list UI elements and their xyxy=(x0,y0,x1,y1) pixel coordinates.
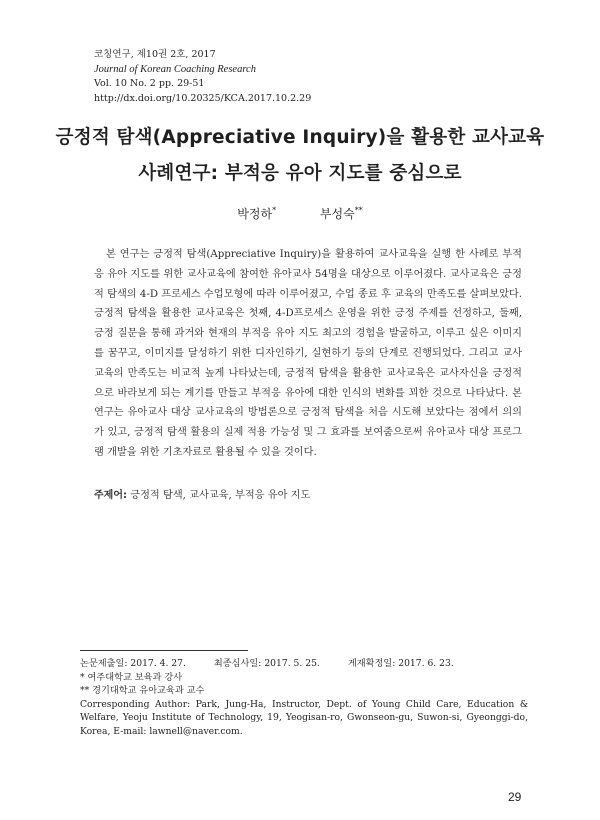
page-number: 29 xyxy=(508,790,522,804)
corresponding-author: Corresponding Author: Park, Jung-Ha, Instructor, Dept. of Young Child Care, Education & Welfare, Yeoju Institute of Technology, 19, Yeogisan-ro, Gwonseon-gu, Suwon-si, Gyeonggi-do, Korea, E-mail: lawnell@naver.com. xyxy=(80,698,528,737)
paper-title xyxy=(0,120,600,192)
volume-info: Vol. 10 No. 2 pp. 29-51 xyxy=(94,78,205,89)
submission-dates xyxy=(80,657,528,671)
footnote-divider xyxy=(80,650,248,651)
title-line-2: 사례연구: 부적응 유아 지도를 중심으로 xyxy=(138,163,462,184)
doi-link[interactable]: http://dx.doi.org/10.20325/KCA.2017.10.2.29 xyxy=(94,92,312,104)
journal-name-en: Journal of Korean Coaching Research xyxy=(94,63,256,75)
title-line-1: 긍정적 탐색(Appreciative Inquiry)을 활용한 교사교육 xyxy=(55,127,545,148)
author-name: 박정하 xyxy=(237,207,273,221)
author-list xyxy=(0,205,600,222)
submitted-date: 논문제출일: 2017. 4. 27. xyxy=(80,658,186,669)
abstract: 본 연구는 긍정적 탐색(Appreciative Inquiry)을 활용하여 교사교육을 실행 한 사례로 부적응 유아 지도를 위한 교사교육에 참여한 유아교사 54명을 대상으로 이루어졌다. 교사교육은 긍정적 탐색의 4-D 프로세스 수업모형에 따라 이루어졌고, 수업 종료 후 교육의 만족도를 살펴보았다. 긍정적 탐색을 활용한 교사교육은 첫째, 4-D프로세스 운영을 위한 긍정 주제를 선정하고, 둘째, 긍정 질문을 통해 과거와 현재의 부적응 유아 지도 최고의 경험을 발굴하고, 이루고 싶은 이미지를 꿈꾸고, 이미지를 달성하기 위한 디자인하기, 실현하기 등의 단계로 진행되었다. 그리고 교사교육의 만족도는 비교적 높게 나타났는데, 긍정적 탐색을 활용한 교사교육은 교사자신을 긍정적으로 바라보게 되는 계기를 만들고 부적응 유아에 대한 인식의 변화를 꾀한 것으로 나타났다. 본 연구는 유아교사 대상 교사교육의 방법론으로 긍정적 탐색을 처음 시도해 보았다는 점에서 의의가 있고, 긍정적 탐색 활용의 실제 적용 가능성 및 그 효과를 보여줌으로써 유아교사 대상 프로그램 개발을 위한 기초자료로 활용될 수 있을 것이다. xyxy=(94,249,522,458)
author xyxy=(320,205,363,222)
author-footnote-mark: ** xyxy=(354,206,363,215)
keywords xyxy=(94,486,310,501)
author2-affiliation: ** 경기대학교 유아교육과 교수 xyxy=(80,685,205,696)
author xyxy=(237,205,276,222)
footnotes xyxy=(80,657,528,738)
reviewed-date: 최종심사일: 2017. 5. 25. xyxy=(213,658,320,669)
journal-name-ko: 코칭연구, 제10권 2호, 2017 xyxy=(94,49,216,60)
keywords-label: 주제어: xyxy=(94,490,127,501)
keywords-text: 긍정적 탐색, 교사교육, 부적응 유아 지도 xyxy=(130,490,311,501)
author-name: 부성숙 xyxy=(319,207,355,221)
author-footnote-mark: * xyxy=(272,206,277,215)
accepted-date: 게재확정일: 2017. 6. 23. xyxy=(347,658,454,669)
author1-affiliation: * 여주대학교 보육과 강사 xyxy=(80,671,183,683)
journal-header xyxy=(94,48,311,106)
